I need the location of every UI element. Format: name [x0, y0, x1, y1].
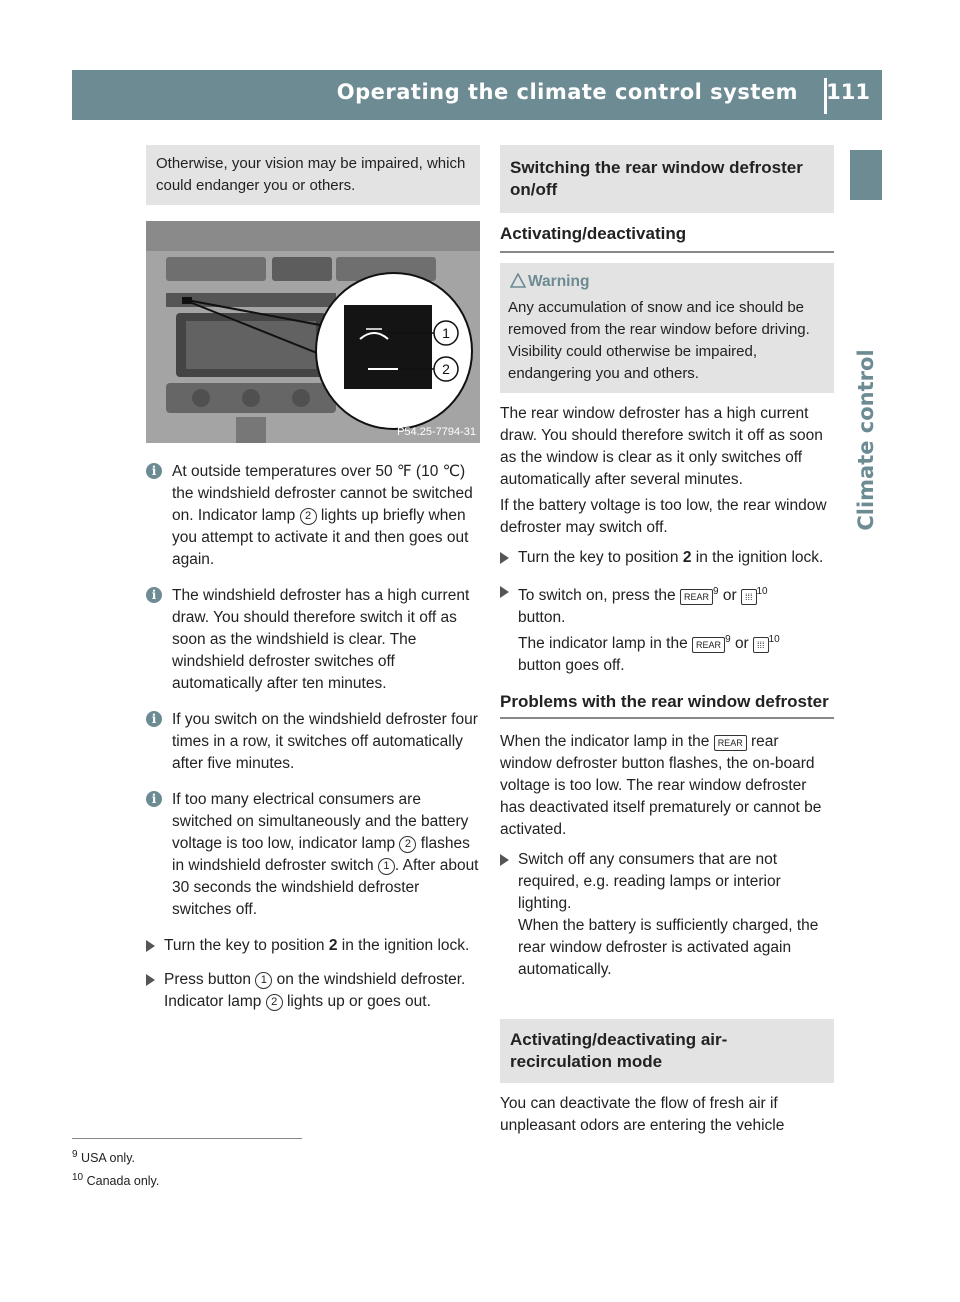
- right-column: [500, 145, 834, 1137]
- figure-callout-1: 1: [442, 325, 450, 341]
- figure-code: P54.25-7794-31: [397, 426, 476, 438]
- step-arrow-icon: [500, 552, 509, 564]
- instruction-step: To switch on, press the REAR$^9$ or ⁞⁞⁞$^{10}$ button. The indicator lamp in the REAR$^9$ or ⁞⁞⁞$^{10}$ button goes off.: [500, 581, 834, 677]
- page-header: [72, 70, 882, 120]
- section-heading-box: [500, 1019, 834, 1083]
- header-title: Operating the climate control system: [336, 80, 798, 104]
- footnote-divider: [72, 1138, 302, 1139]
- rear-defrost-button-icon: REAR: [692, 637, 725, 653]
- subsection-title: Problems with the rear window defroster: [500, 691, 834, 719]
- callout-2: 2: [300, 508, 317, 525]
- footnotes: [72, 1145, 159, 1191]
- info-icon: i: [146, 791, 162, 807]
- callout-1: 1: [378, 858, 395, 875]
- info-note: [146, 789, 480, 921]
- dashboard-illustration: [146, 221, 480, 443]
- warning-text: Any accumulation of snow and ice should be removed from the rear window before driving. Visibility could otherwise be impaired, endangering you and others.: [508, 299, 810, 382]
- instruction-step: Switch off any consumers that are not required, e.g. reading lamps or interior lighting. When the battery is sufficiently charged, the rear window defroster is activated again automatically.: [500, 849, 834, 981]
- info-note-text: If too many electrical consumers are switched on simultaneously and the battery voltage is too low, indicator lamp 2 flashes in windshield defroster switch 1 . After about 30 seconds the windshield defroster switches off.: [172, 791, 479, 918]
- info-note: [146, 709, 480, 775]
- warning-title: Warning: [528, 273, 590, 290]
- continued-warning-box: [146, 145, 480, 205]
- rear-defrost-button-icon: REAR: [680, 589, 713, 605]
- rear-window-heat-icon: ⁞⁞⁞: [753, 637, 769, 653]
- side-tab-label: Climate control: [854, 349, 878, 531]
- instruction-step: Turn the key to position 2 in the ignition lock.: [500, 547, 834, 569]
- callout-2: 2: [399, 836, 416, 853]
- section-title: Switching the rear window defroster on/off: [510, 158, 803, 199]
- paragraph: If the battery voltage is too low, the rear window defroster may switch off.: [500, 497, 827, 536]
- figure-callout-2: 2: [442, 361, 450, 377]
- info-note-text: At outside temperatures over 50 ℉ (10 ℃) the windshield defroster cannot be switched on. Indicator lamp 2 lights up briefly when you attempt to activate it and then goes out again.: [172, 463, 473, 568]
- left-column: [146, 145, 480, 1025]
- step-arrow-icon: [500, 586, 509, 598]
- paragraph: When the indicator lamp in the REAR rear window defroster button flashes, the on-board voltage is too low. The rear window defroster has deactivated itself prematurely or cannot be activated.: [500, 733, 822, 839]
- step-arrow-icon: [146, 974, 155, 986]
- subsection-title: Activating/deactivating: [500, 223, 834, 253]
- warning-box: [500, 263, 834, 393]
- footnote: $^9$ USA only.: [72, 1149, 136, 1166]
- section-title: Activating/deactivating air-recirculation mode: [510, 1030, 728, 1072]
- info-icon: i: [146, 463, 162, 479]
- continued-warning-text: Otherwise, your vision may be impaired, which could endanger you or others.: [156, 155, 466, 194]
- info-note: [146, 585, 480, 695]
- paragraph: The rear window defroster has a high current draw. You should therefore switch it off as soon as the window is clear as it only switches off automatically after several minutes.: [500, 405, 823, 488]
- callout-2: 2: [266, 994, 283, 1011]
- side-tab-marker: [850, 150, 882, 200]
- page-number: 111: [826, 80, 870, 104]
- info-icon: i: [146, 711, 162, 727]
- warning-triangle-icon: [510, 273, 526, 289]
- side-tab: [850, 210, 882, 670]
- info-note-text: The windshield defroster has a high current draw. You should therefore switch it off as soon as the windshield is clear. The windshield defroster switches off automatically after ten minutes.: [172, 587, 470, 692]
- step-arrow-icon: [500, 854, 509, 866]
- instruction-step: Press button 1 on the windshield defroster. Indicator lamp 2 lights up or goes out.: [146, 969, 480, 1013]
- rear-window-heat-icon: ⁞⁞⁞: [741, 589, 757, 605]
- footnote: $^{10}$ Canada only.: [72, 1172, 160, 1189]
- rear-defrost-button-icon: REAR: [714, 735, 747, 751]
- info-icon: i: [146, 587, 162, 603]
- callout-1: 1: [255, 972, 272, 989]
- dashboard-figure: [146, 221, 480, 443]
- section-heading-box: [500, 145, 834, 213]
- instruction-step: Turn the key to position 2 in the ignition lock.: [146, 935, 480, 957]
- step-arrow-icon: [146, 940, 155, 952]
- paragraph: You can deactivate the flow of fresh air if unpleasant odors are entering the vehicle: [500, 1095, 785, 1135]
- info-note-text: If you switch on the windshield defroster four times in a row, it switches off automatically after five minutes.: [172, 711, 478, 772]
- info-note: [146, 461, 480, 571]
